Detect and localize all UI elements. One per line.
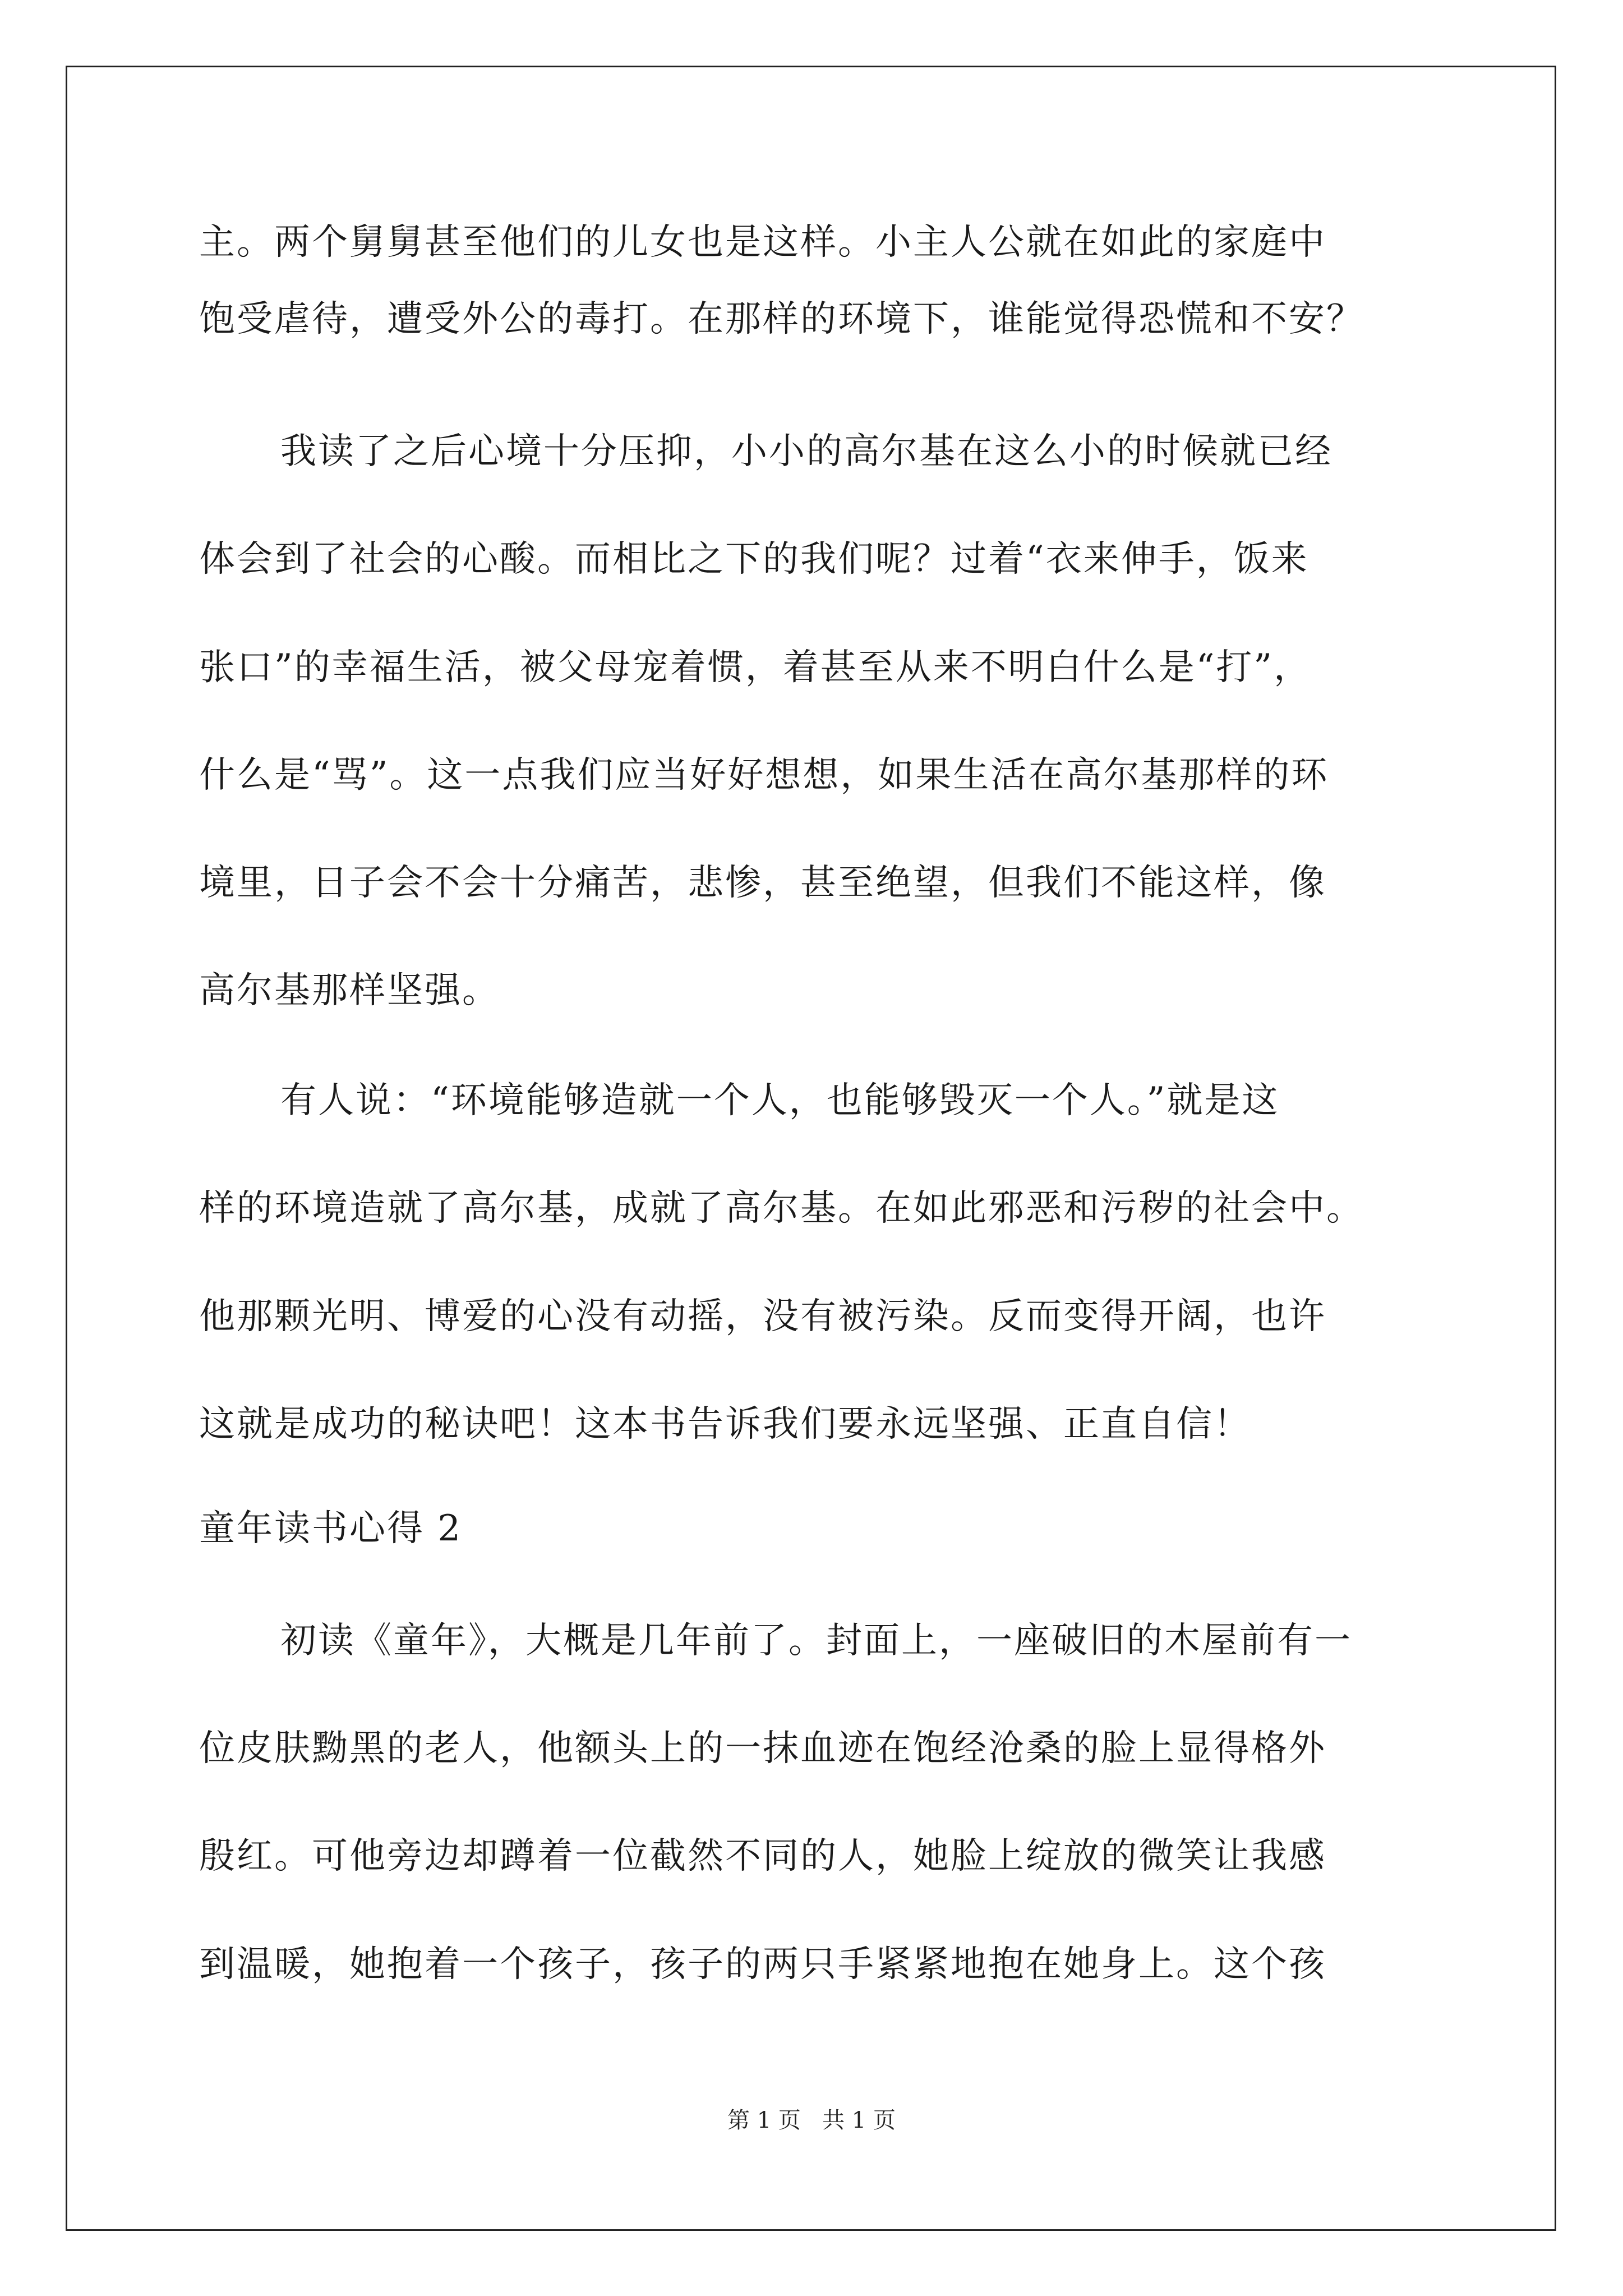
body-line: 这就是成功的秘诀吧！这本书告诉我们要永远坚强、正直自信！ bbox=[199, 1404, 1251, 1445]
body-line: 张口”的幸福生活，被父母宠着惯，着甚至从来不明白什么是“打”， bbox=[199, 647, 1312, 688]
body-line: 境里，日子会不会十分痛苦，悲惨，甚至绝望，但我们不能这样，像 bbox=[199, 862, 1326, 904]
body-line: 到温暖，她抱着一个孩子，孩子的两只手紧紧地抱在她身上。这个孩 bbox=[199, 1944, 1326, 1985]
page-border bbox=[66, 66, 1556, 2231]
body-line: 高尔基那样坚强。 bbox=[199, 970, 500, 1011]
paragraph-first-line: 有人说：“环境能够造就一个人，也能够毁灭一个人。”就是这 bbox=[280, 1080, 1280, 1121]
page-footer: 第 1 页 共 1 页 bbox=[727, 2108, 896, 2133]
body-line: 主。两个舅舅甚至他们的儿女也是这样。小主人公就在如此的家庭中 bbox=[199, 222, 1326, 263]
body-line: 饱受虐待，遭受外公的毒打。在那样的环境下，谁能觉得恐慌和不安？ bbox=[199, 298, 1364, 340]
body-line: 体会到了社会的心酸。而相比之下的我们呢？过着“衣来伸手，饭来 bbox=[199, 539, 1309, 580]
section-heading: 童年读书心得 2 bbox=[199, 1508, 463, 1549]
body-line: 什么是“骂”。这一点我们应当好好想想，如果生活在高尔基那样的环 bbox=[199, 754, 1329, 796]
paragraph-first-line: 初读《童年》，大概是几年前了。封面上，一座破旧的木屋前有一 bbox=[280, 1620, 1352, 1662]
body-line: 位皮肤黝黑的老人，他额头上的一抹血迹在饱经沧桑的脸上显得格外 bbox=[199, 1728, 1326, 1769]
body-line: 他那颗光明、博爱的心没有动摇，没有被污染。反而变得开阔，也许 bbox=[199, 1296, 1326, 1337]
body-line: 殷红。可他旁边却蹲着一位截然不同的人，她脸上绽放的微笑让我感 bbox=[199, 1835, 1326, 1877]
body-line: 样的环境造就了高尔基，成就了高尔基。在如此邪恶和污秽的社会中。 bbox=[199, 1188, 1364, 1229]
paragraph-first-line: 我读了之后心境十分压抑，小小的高尔基在这么小的时候就已经 bbox=[280, 431, 1332, 472]
